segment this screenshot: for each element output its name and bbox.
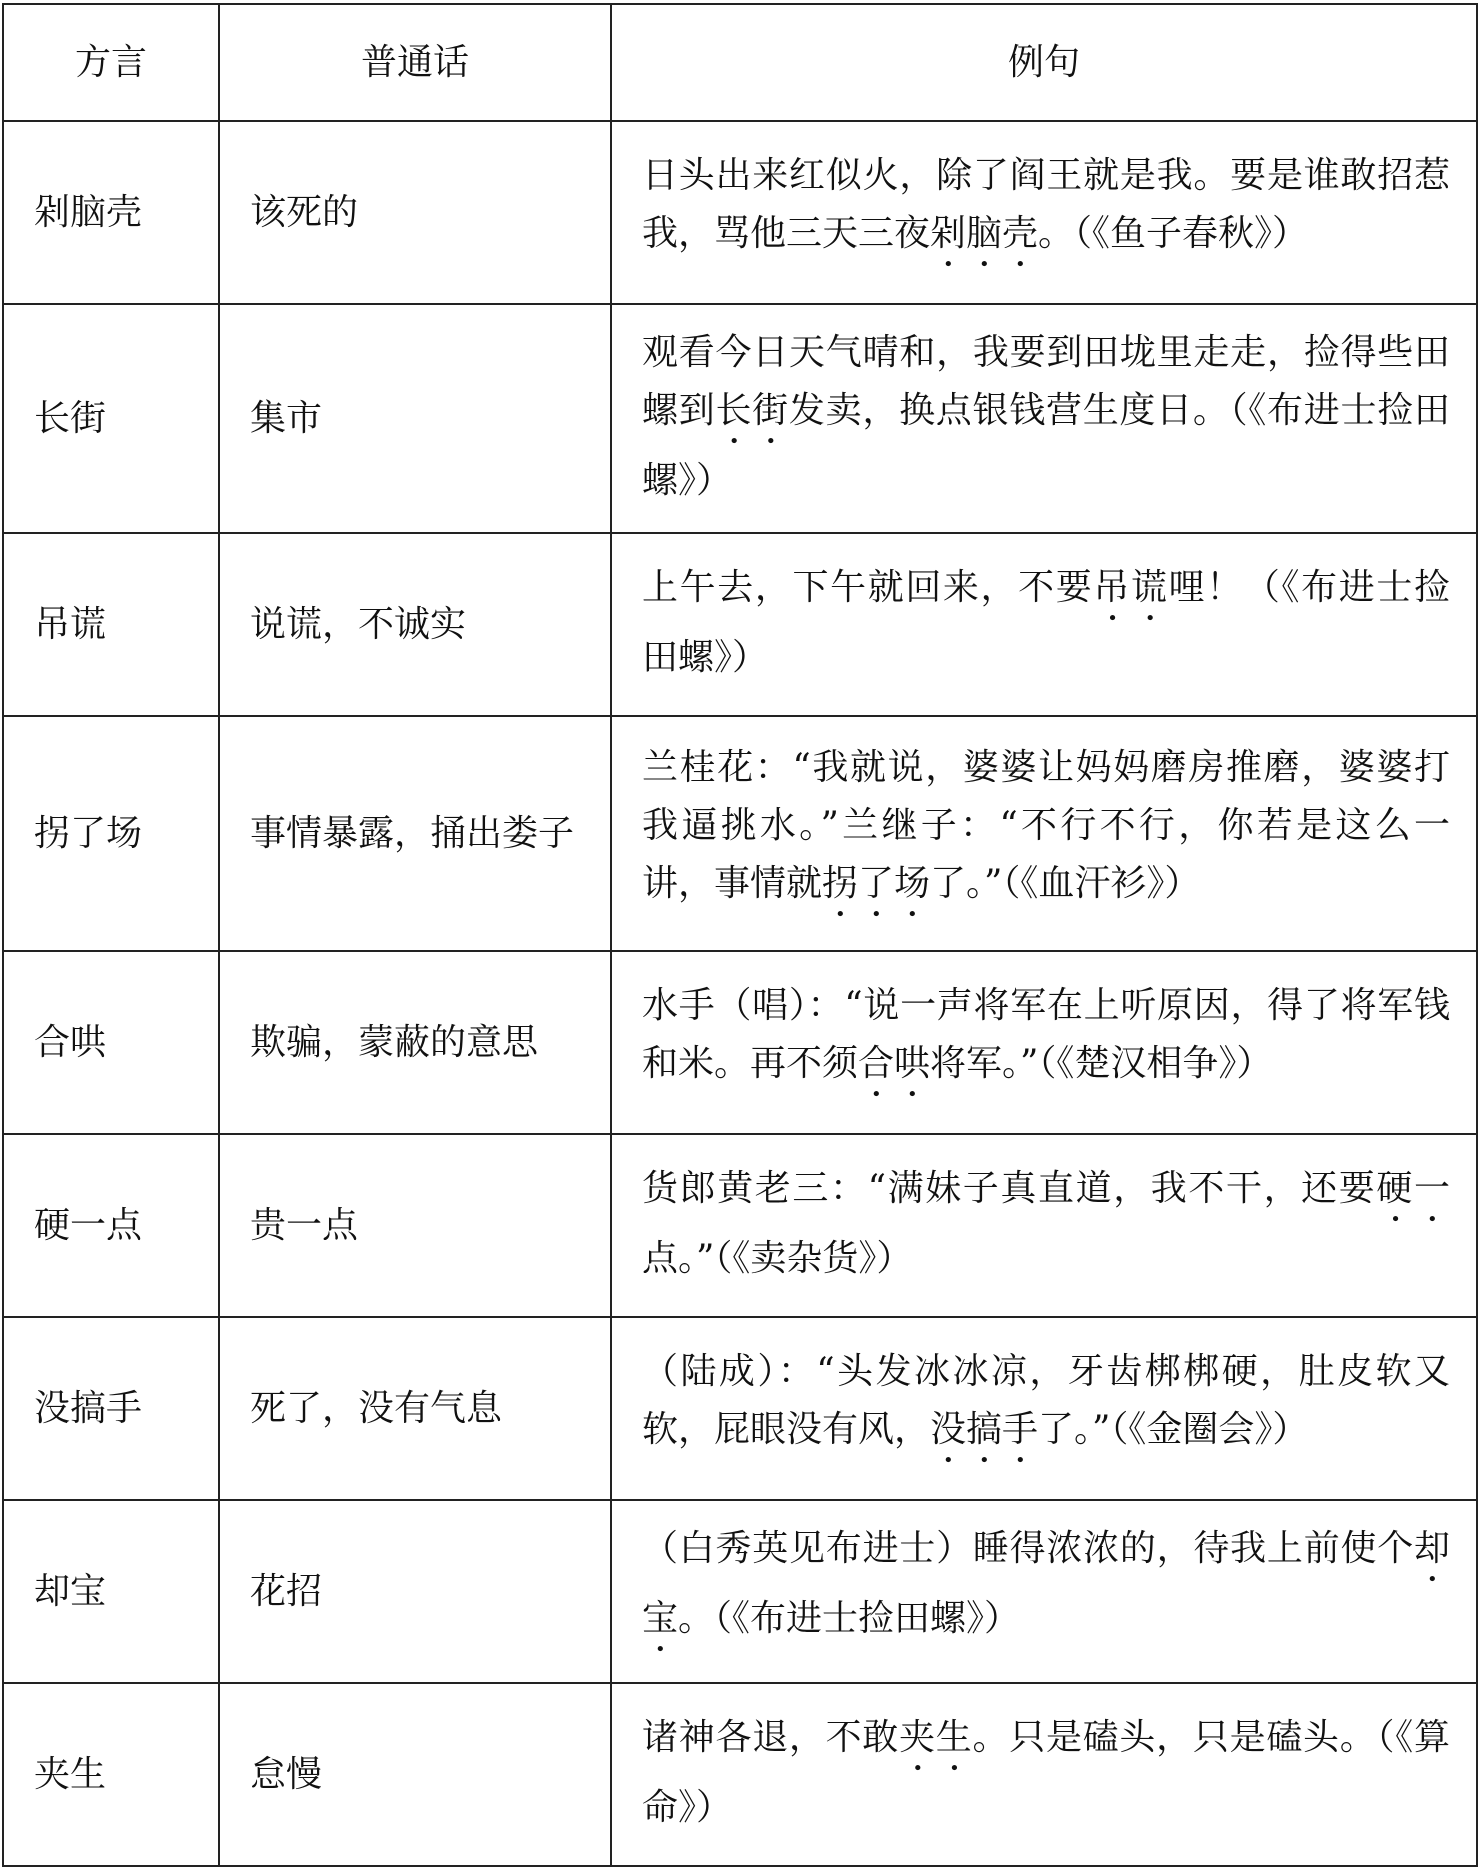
mandarin-meaning: 该死的 (219, 121, 611, 304)
example-sentence (611, 1317, 1477, 1500)
example-sentence (611, 533, 1477, 716)
header-example: 例句 (611, 4, 1477, 121)
header-row (3, 4, 1477, 121)
dialect-term: 长街 (3, 304, 219, 533)
emphasized-term: 硬一 (1376, 1167, 1450, 1209)
dialect-table (2, 3, 1478, 1867)
mandarin-meaning: 贵一点 (219, 1134, 611, 1317)
example-text: （白秀英见布进士）睡得浓浓的，待我上前使个 (642, 1527, 1414, 1569)
example-source: 。（《布进士捡田螺》） (678, 1597, 1021, 1639)
example-sentence (611, 121, 1477, 304)
example-sentence (611, 1134, 1477, 1317)
emphasized-term: 长街 (715, 389, 789, 431)
header-dialect: 方言 (3, 4, 219, 121)
example-sentence (611, 716, 1477, 951)
example-source: 发卖，换点银钱营生度日。（《布进士捡田螺》） (642, 389, 1450, 501)
table-row (3, 304, 1477, 533)
mandarin-meaning: 花招 (219, 1500, 611, 1683)
dialect-term: 却宝 (3, 1500, 219, 1683)
emphasized-term: 没搞手 (930, 1408, 1039, 1450)
header-mandarin: 普通话 (219, 4, 611, 121)
mandarin-meaning: 集市 (219, 304, 611, 533)
example-source: 哩！（《布进士捡田螺》） (642, 566, 1450, 678)
emphasized-term: 吊谎 (1093, 566, 1169, 608)
example-sentence (611, 304, 1477, 533)
mandarin-meaning: 死了，没有气息 (219, 1317, 611, 1500)
table-row (3, 1134, 1477, 1317)
table-row (3, 533, 1477, 716)
table-row (3, 1683, 1477, 1866)
example-source: 。（《鱼子春秋》） (1038, 212, 1309, 254)
dialect-term: 剁脑壳 (3, 121, 219, 304)
mandarin-meaning: 事情暴露，捅出娄子 (219, 716, 611, 951)
example-text: （陆成）：“头发冰冰凉，牙齿梆梆硬，肚皮软又软，屁眼没有风， (642, 1350, 1450, 1450)
example-text: 货郎黄老三：“满妹子真直道，我不干，还要 (642, 1167, 1377, 1209)
dialect-term: 吊谎 (3, 533, 219, 716)
emphasized-term: 剁脑壳 (930, 212, 1039, 254)
example-source: 。只是磕头，只是磕头。（《算命》） (642, 1716, 1450, 1828)
emphasized-term: 夹生 (899, 1716, 973, 1758)
emphasized-term: 却宝 (642, 1527, 1450, 1639)
dialect-term: 合哄 (3, 951, 219, 1134)
example-sentence (611, 1683, 1477, 1866)
example-text: 诸神各退，不敢 (642, 1716, 900, 1758)
example-source: 了。”（《金圈会》） (1038, 1408, 1309, 1450)
dialect-term: 硬一点 (3, 1134, 219, 1317)
example-text: 观看今日天气晴和，我要到田垅里走走，捡得些田螺到 (642, 331, 1450, 431)
table-row (3, 951, 1477, 1134)
table-row (3, 716, 1477, 951)
dialect-term: 夹生 (3, 1683, 219, 1866)
example-sentence (611, 951, 1477, 1134)
example-text: 水手（唱）：“说一声将军在上听原因，得了将军钱和米。再不须 (642, 984, 1450, 1084)
example-sentence (611, 1500, 1477, 1683)
example-text: 上午去，下午就回来，不要 (642, 566, 1094, 608)
example-text: 日头出来红似火，除了阎王就是我。要是谁敢招惹我，骂他三天三夜 (642, 154, 1450, 254)
mandarin-meaning: 欺骗，蒙蔽的意思 (219, 951, 611, 1134)
example-source: 了。”（《血汗衫》） (930, 862, 1201, 904)
mandarin-meaning: 说谎，不诚实 (219, 533, 611, 716)
dialect-term: 没搞手 (3, 1317, 219, 1500)
dialect-term: 拐了场 (3, 716, 219, 951)
example-source: 将军。”（《楚汉相争》） (930, 1042, 1273, 1084)
table-row (3, 121, 1477, 304)
example-source: 点。”（《卖杂货》） (642, 1237, 913, 1279)
table-row (3, 1500, 1477, 1683)
example-text: 兰桂花：“我就说，婆婆让妈妈磨房推磨，婆婆打我逼挑水。”兰继子：“不行不行，你若是这么一讲，事情就 (642, 746, 1450, 904)
table-row (3, 1317, 1477, 1500)
emphasized-term: 拐了场 (822, 862, 931, 904)
emphasized-term: 合哄 (858, 1042, 931, 1084)
mandarin-meaning: 怠慢 (219, 1683, 611, 1866)
